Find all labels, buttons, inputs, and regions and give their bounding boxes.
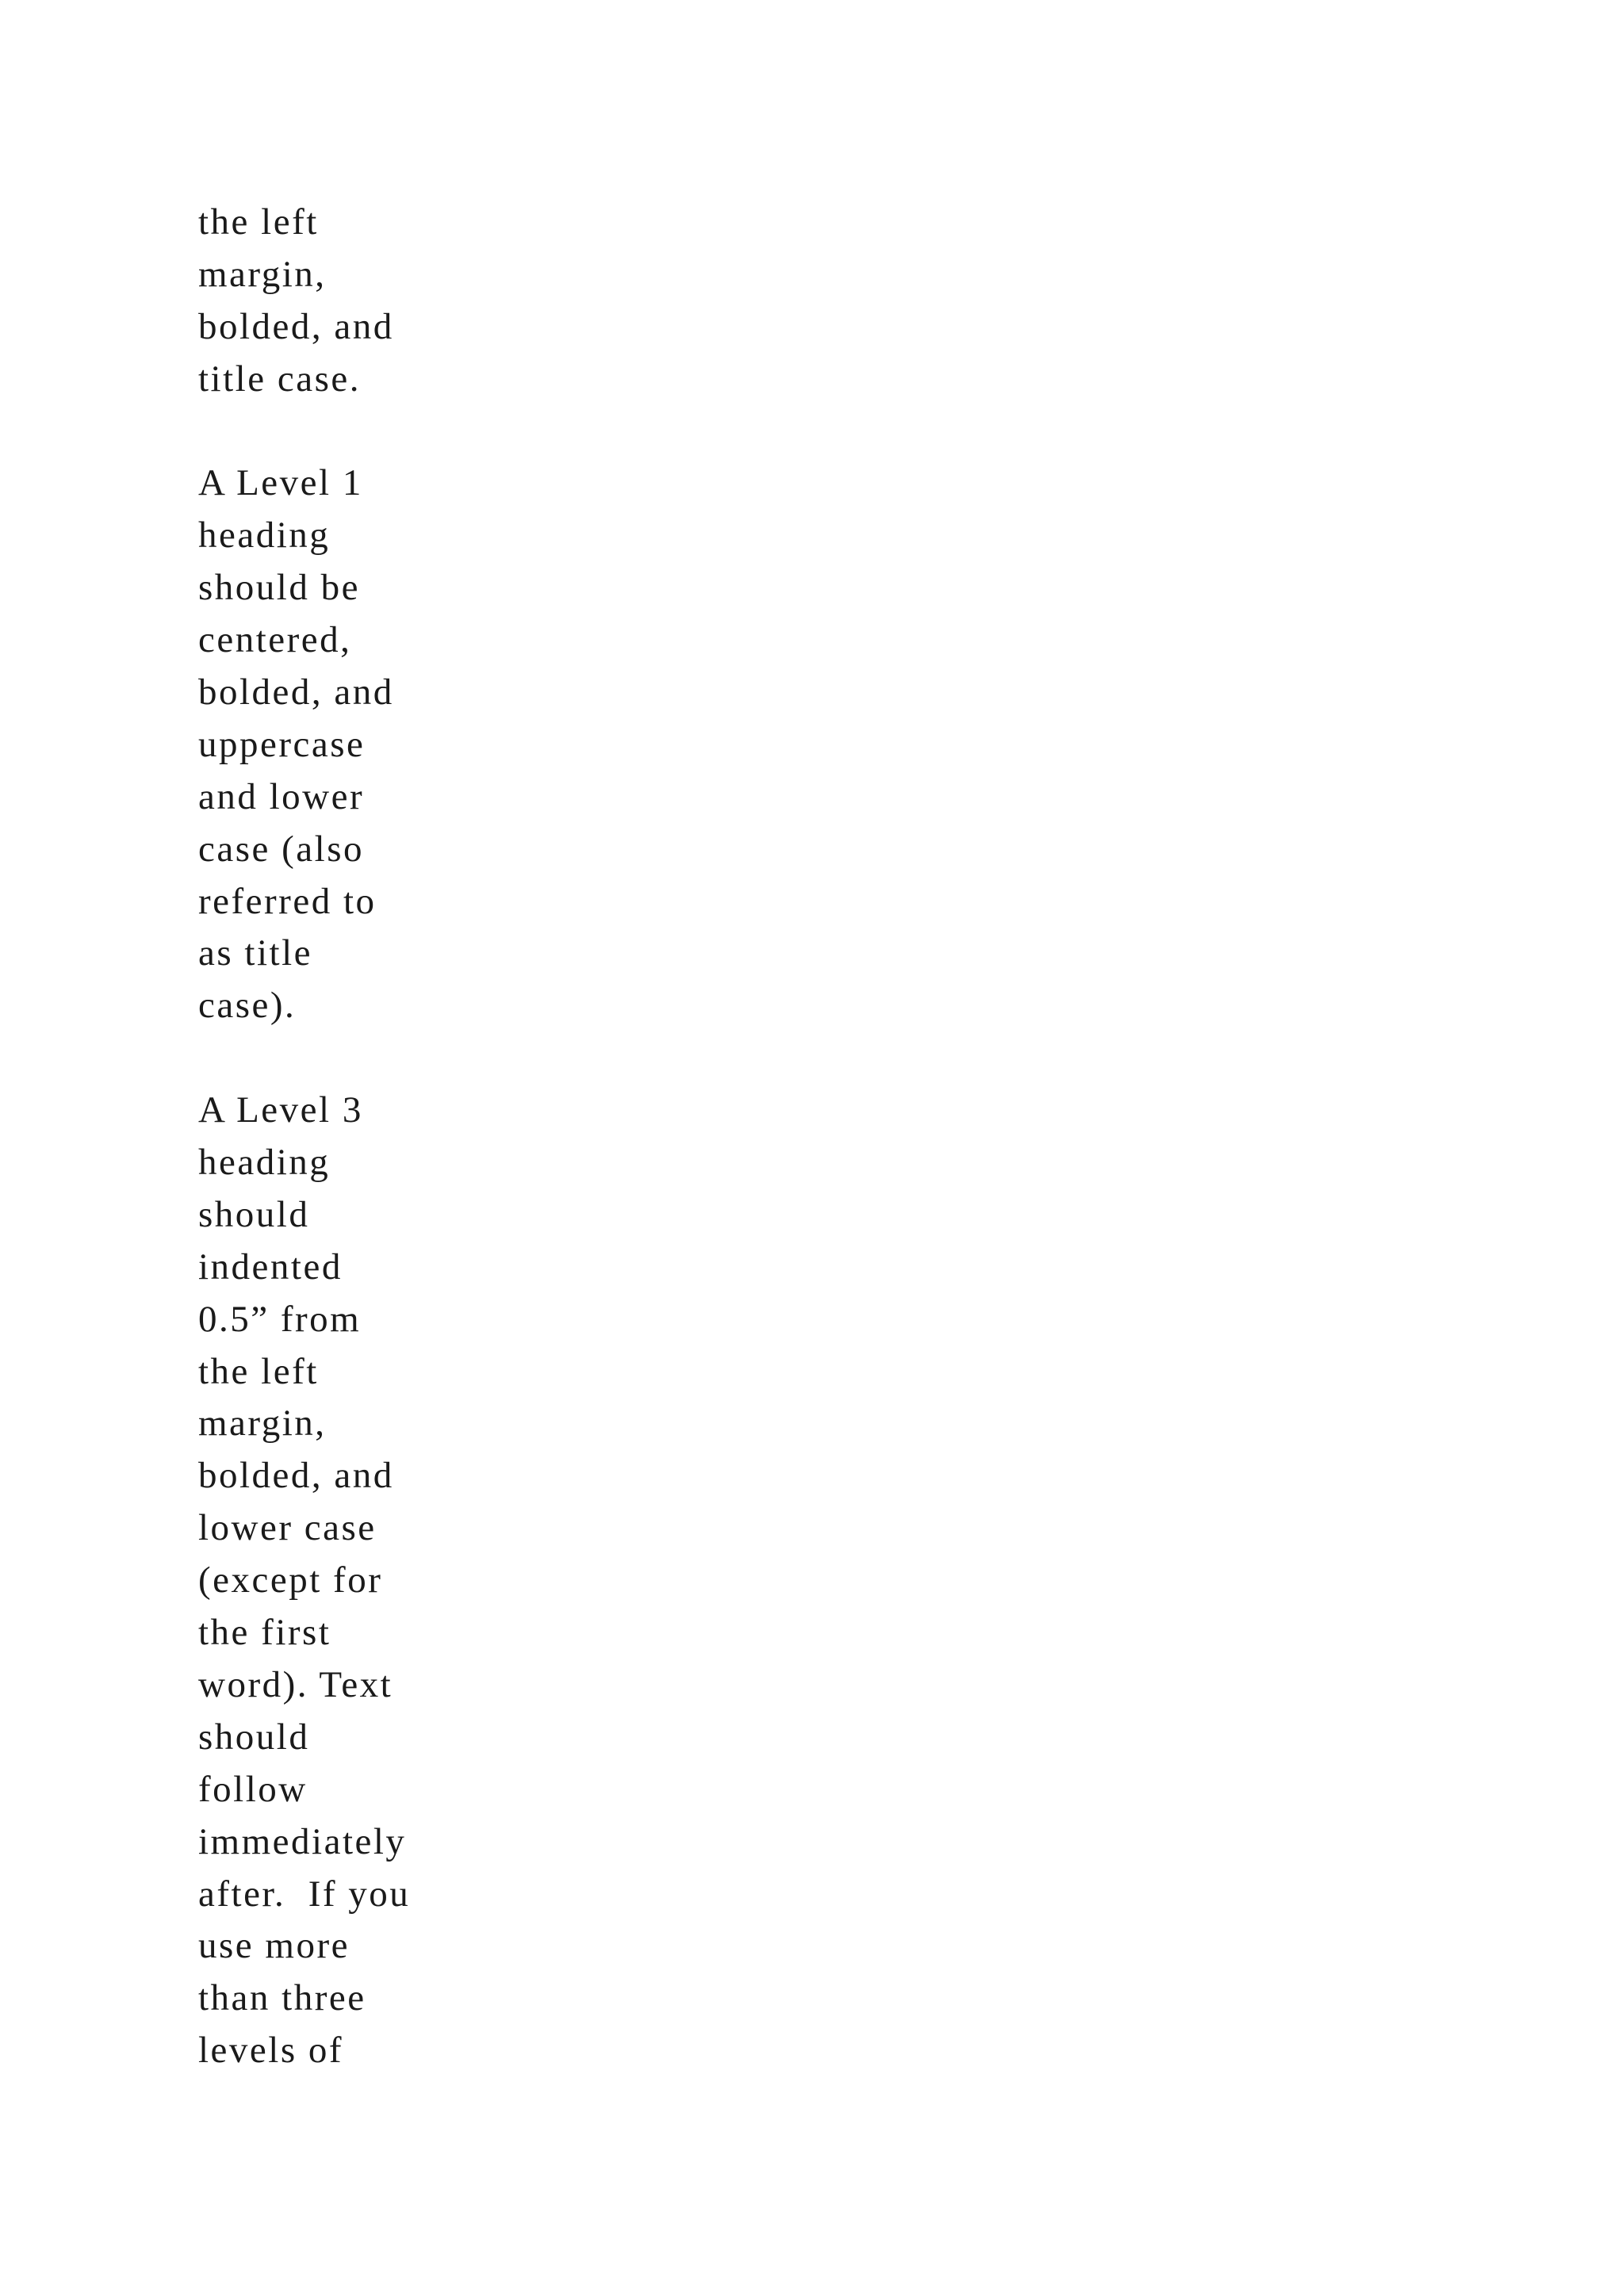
text-line: the first: [198, 1612, 331, 1654]
text-line: A Level 1: [198, 462, 363, 504]
text-line: follow: [198, 1768, 308, 1810]
text-line: as title: [198, 932, 312, 974]
text-line: bolded, and: [198, 305, 394, 347]
text-line: title case.: [198, 358, 361, 400]
text-line: indented: [198, 1246, 343, 1288]
text-line: and lower: [198, 775, 365, 817]
text-line: case).: [198, 985, 297, 1027]
text-line: uppercase: [198, 723, 366, 765]
text-line: centered,: [198, 619, 352, 661]
text-line: use more: [198, 1925, 350, 1967]
text-line: lower case: [198, 1507, 377, 1549]
text-line: the left: [198, 201, 319, 243]
text-line: margin,: [198, 253, 327, 295]
body-text: [198, 197, 833, 2077]
text-line: levels of: [198, 2030, 344, 2072]
text-line: immediately: [198, 1820, 407, 1862]
text-line: word). Text: [198, 1663, 393, 1705]
text-line: should be: [198, 567, 360, 609]
text-line: A Level 3: [198, 1089, 363, 1131]
text-line: heading: [198, 1142, 331, 1184]
text-line: should: [198, 1193, 310, 1235]
text-line: margin,: [198, 1402, 327, 1445]
paragraph-3: [198, 1085, 833, 2077]
text-line: should: [198, 1716, 310, 1758]
text-line: case (also: [198, 828, 364, 870]
text-line: referred to: [198, 880, 377, 922]
text-line: heading: [198, 515, 331, 557]
paragraph-1: [198, 197, 833, 406]
text-line: after. If you: [198, 1873, 411, 1915]
text-line: bolded, and: [198, 672, 394, 714]
text-line: (except for: [198, 1559, 383, 1601]
paragraph-2: [198, 457, 833, 1032]
text-line: than three: [198, 1977, 366, 2019]
text-line: bolded, and: [198, 1455, 394, 1497]
text-line: 0.5” from: [198, 1298, 362, 1340]
text-line: the left: [198, 1350, 319, 1392]
